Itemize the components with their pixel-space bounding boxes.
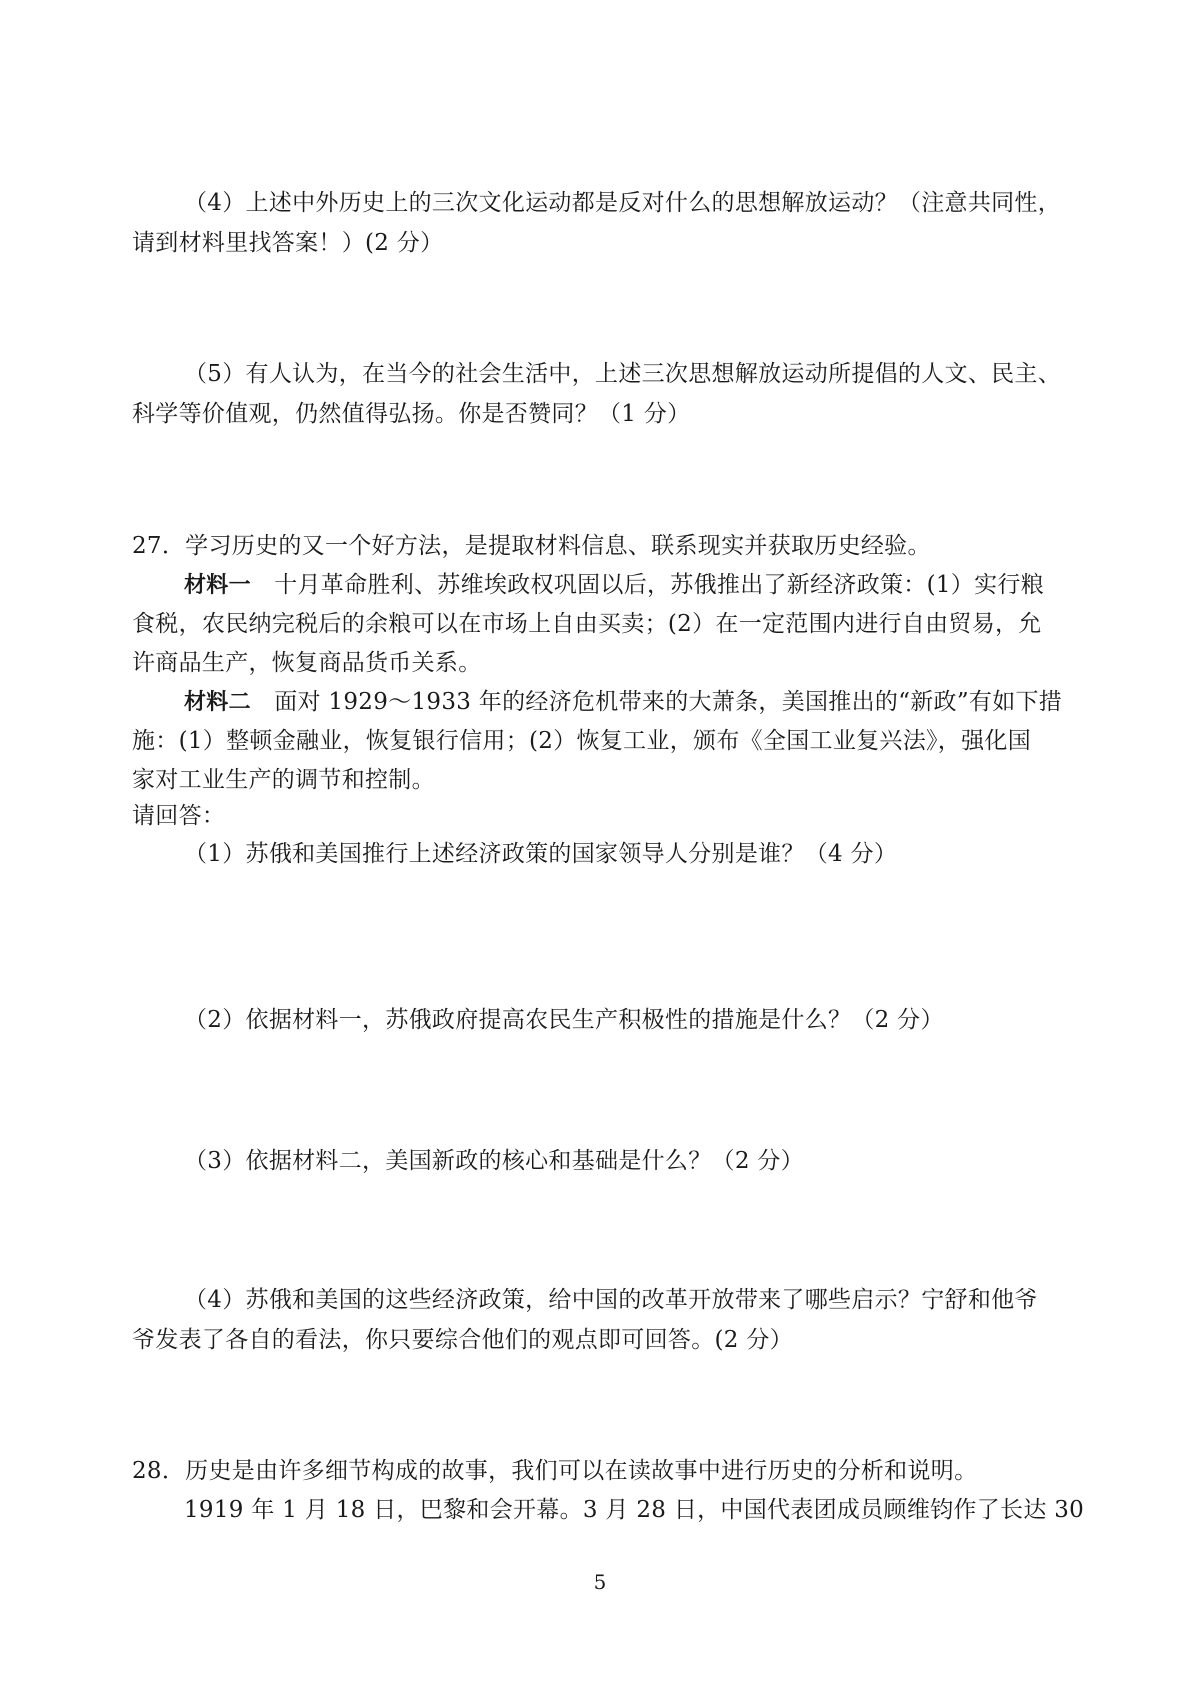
q27-sub3: （3）依据材料二，美国新政的核心和基础是什么？（2 分）	[184, 1148, 804, 1174]
q27-material2-line1	[184, 686, 1062, 719]
q28-intro: 28．历史是由许多细节构成的故事，我们可以在读故事中进行历史的分析和说明。	[132, 1458, 978, 1484]
q26-part4-line2: 请到材料里找答案！）(2 分）	[132, 230, 444, 256]
q27-material2-line3: 家对工业生产的调节和控制。	[132, 767, 435, 793]
q27-material1-line1	[184, 569, 1044, 602]
material1-text: 十月革命胜利、苏维埃政权巩固以后，苏俄推出了新经济政策：(1）实行粮	[250, 572, 1045, 598]
page-number: 5	[593, 1570, 607, 1594]
q27-sub4-line2: 爷发表了各自的看法，你只要综合他们的观点即可回答。(2 分）	[132, 1327, 793, 1353]
q27-sub2: （2）依据材料一，苏俄政府提高农民生产积极性的措施是什么？（2 分）	[184, 1007, 944, 1033]
material2-label: 材料二	[184, 690, 251, 715]
q27-intro: 27．学习历史的又一个好方法，是提取材料信息、联系现实并获取历史经验。	[132, 533, 931, 559]
q27-material1-line2: 食税，农民纳完税后的余粮可以在市场上自由买卖；(2）在一定范围内进行自由贸易，允	[132, 611, 1042, 637]
q27-material1-line3: 许商品生产，恢复商品货币关系。	[132, 650, 482, 676]
q26-part4-line1: （4）上述中外历史上的三次文化运动都是反对什么的思想解放运动？（注意共同性，	[184, 190, 1062, 216]
material2-text: 面对 1929～1933 年的经济危机带来的大萧条，美国推出的“新政”有如下措	[250, 689, 1063, 715]
q27-material2-line2: 施：(1）整顿金融业，恢复银行信用；(2）恢复工业，颁布《全国工业复兴法》，强化国	[132, 728, 1032, 754]
q27-prompt: 请回答：	[132, 803, 226, 829]
q26-part5-line1: （5）有人认为，在当今的社会生活中，上述三次思想解放运动所提倡的人文、民主、	[184, 361, 1062, 387]
q27-sub4-line1: （4）苏俄和美国的这些经济政策，给中国的改革开放带来了哪些启示？宁舒和他爷	[184, 1287, 1038, 1313]
q28-line1: 1919 年 1 月 18 日，巴黎和会开幕。3 月 28 日，中国代表团成员顾维钧作了长达 30	[184, 1497, 1085, 1523]
q26-part5-line2: 科学等价值观，仍然值得弘扬。你是否赞同？（1 分）	[132, 401, 691, 427]
q27-sub1: （1）苏俄和美国推行上述经济政策的国家领导人分别是谁？（4 分）	[184, 841, 898, 867]
material1-label: 材料一	[184, 573, 251, 598]
